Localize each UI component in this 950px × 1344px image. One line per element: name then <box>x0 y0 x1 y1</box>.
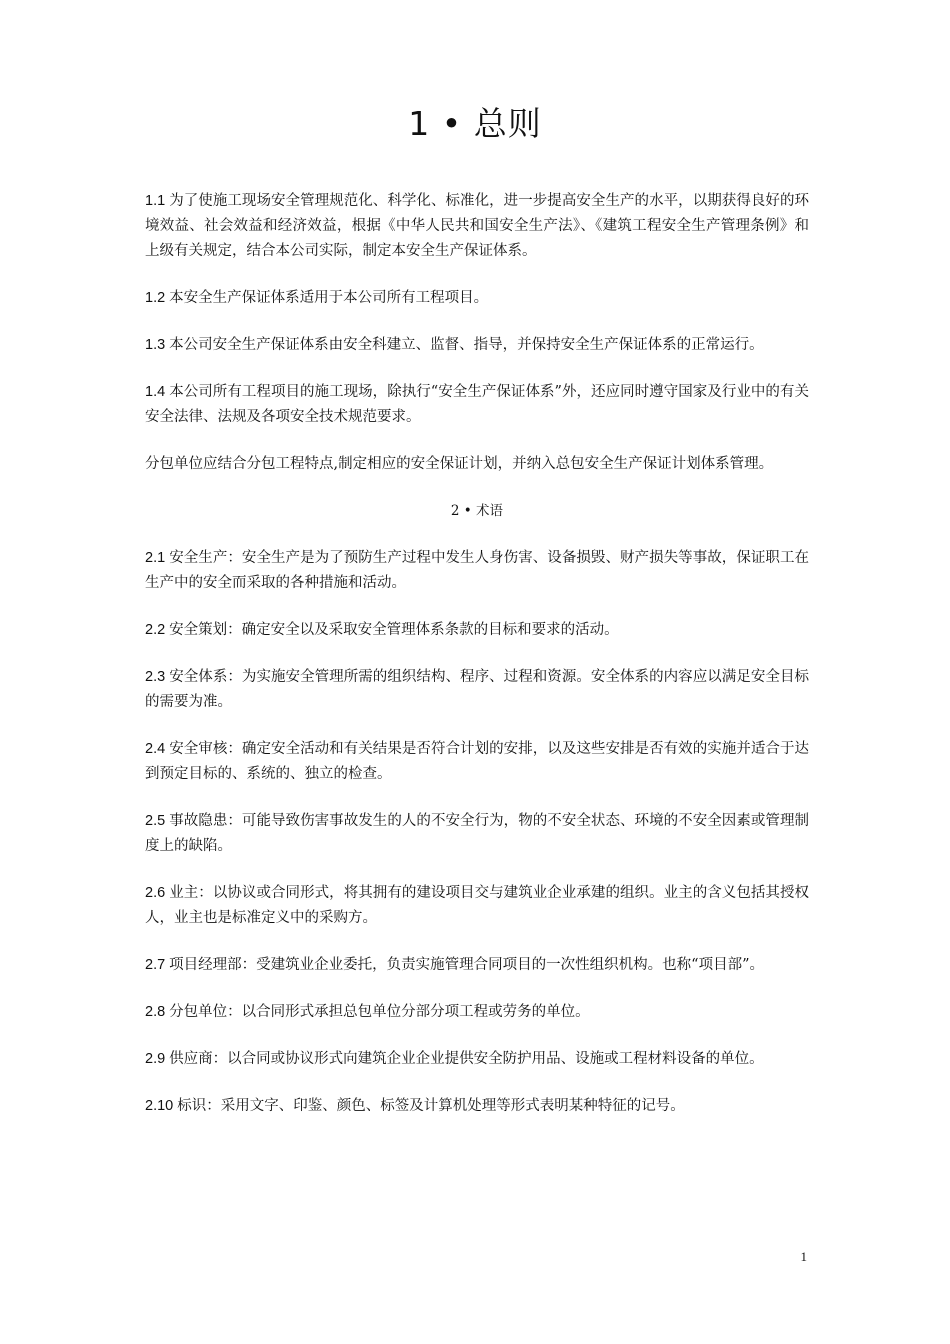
clause-number: 1.1 <box>145 193 166 209</box>
clause-text: 安全策划：确定安全以及采取安全管理体系条款的目标和要求的活动。 <box>169 622 619 638</box>
clause-number: 2.2 <box>145 622 166 638</box>
clause-number: 1.2 <box>145 290 166 306</box>
clause-number: 2.9 <box>145 1051 166 1067</box>
clause-text: 本安全生产保证体系适用于本公司所有工程项目。 <box>169 290 489 306</box>
clause-2-3 <box>145 665 809 715</box>
clause-text: 业主：以协议或合同形式，将其拥有的建设项目交与建筑业企业承建的组织。业主的含义包括其授权人，业主也是标准定义中的采购方。 <box>145 885 809 926</box>
clause-text: 本公司所有工程项目的施工现场，除执行“安全生产保证体系”外，还应同时遵守国家及行业中的有关安全法律、法规及各项安全技术规范要求。 <box>145 384 809 425</box>
chapter-title: 1 • 总则 <box>408 104 542 143</box>
clause-number: 2.1 <box>145 550 166 566</box>
subcontractor-paragraph <box>145 452 809 477</box>
section-2-title: 2 • 术语 <box>450 503 504 519</box>
clause-1-1 <box>145 189 809 264</box>
clause-2-9 <box>145 1047 809 1072</box>
clause-text: 为了使施工现场安全管理规范化、科学化、标准化，进一步提高安全生产的水平，以期获得良好的环境效益、社会效益和经济效益，根据《中华人民共和国安全生产法》、《建筑工程安全生产管理条例》和上级有关规定，结合本公司实际，制定本安全生产保证体系。 <box>145 193 809 259</box>
clause-1-3 <box>145 333 809 358</box>
clause-1-2 <box>145 286 809 311</box>
paragraph-text: 分包单位应结合分包工程特点,制定相应的安全保证计划，并纳入总包安全生产保证计划体系管理。 <box>145 456 774 472</box>
clause-text: 事故隐患：可能导致伤害事故发生的人的不安全行为，物的不安全状态、环境的不安全因素或管理制度上的缺陷。 <box>145 813 809 854</box>
clause-2-5 <box>145 809 809 859</box>
clause-text: 安全审核：确定安全活动和有关结果是否符合计划的安排，以及这些安排是否有效的实施并适合于达到预定目标的、系统的、独立的检查。 <box>145 741 809 782</box>
clause-text: 分包单位：以合同形式承担总包单位分部分项工程或劳务的单位。 <box>169 1004 590 1020</box>
clause-1-4 <box>145 380 809 430</box>
clause-number: 2.7 <box>145 957 166 973</box>
clause-number: 2.8 <box>145 1004 166 1020</box>
clause-2-6 <box>145 881 809 931</box>
clause-text: 供应商：以合同或协议形式向建筑企业企业提供安全防护用品、设施或工程材料设备的单位。 <box>169 1051 764 1067</box>
page-number: 1 <box>800 1249 807 1264</box>
clause-2-2 <box>145 618 809 643</box>
clause-2-10 <box>145 1094 809 1119</box>
clause-text: 项目经理部：受建筑业企业委托，负责实施管理合同项目的一次性组织机构。也称“项目部”。 <box>169 957 764 973</box>
clause-2-7 <box>145 953 809 978</box>
document-body <box>145 189 809 1141</box>
clause-number: 2.6 <box>145 885 166 901</box>
clause-text: 本公司安全生产保证体系由安全科建立、监督、指导，并保持安全生产保证体系的正常运行。 <box>169 337 764 353</box>
clause-2-8 <box>145 1000 809 1025</box>
clause-number: 2.3 <box>145 669 166 685</box>
clause-number: 1.4 <box>145 384 166 400</box>
clause-2-4 <box>145 737 809 787</box>
clause-text: 安全体系：为实施安全管理所需的组织结构、程序、过程和资源。安全体系的内容应以满足安全目标的需要为准。 <box>145 669 809 710</box>
clause-number: 1.3 <box>145 337 166 353</box>
clause-2-1 <box>145 546 809 596</box>
clause-text: 安全生产：安全生产是为了预防生产过程中发生人身伤害、设备损毁、财产损失等事故，保证职工在生产中的安全而采取的各种措施和活动。 <box>145 550 809 591</box>
clause-number: 2.10 <box>145 1098 174 1114</box>
clause-number: 2.5 <box>145 813 166 829</box>
clause-text: 标识：采用文字、印鉴、颜色、标签及计算机处理等形式表明某种特征的记号。 <box>177 1098 685 1114</box>
clause-number: 2.4 <box>145 741 166 757</box>
